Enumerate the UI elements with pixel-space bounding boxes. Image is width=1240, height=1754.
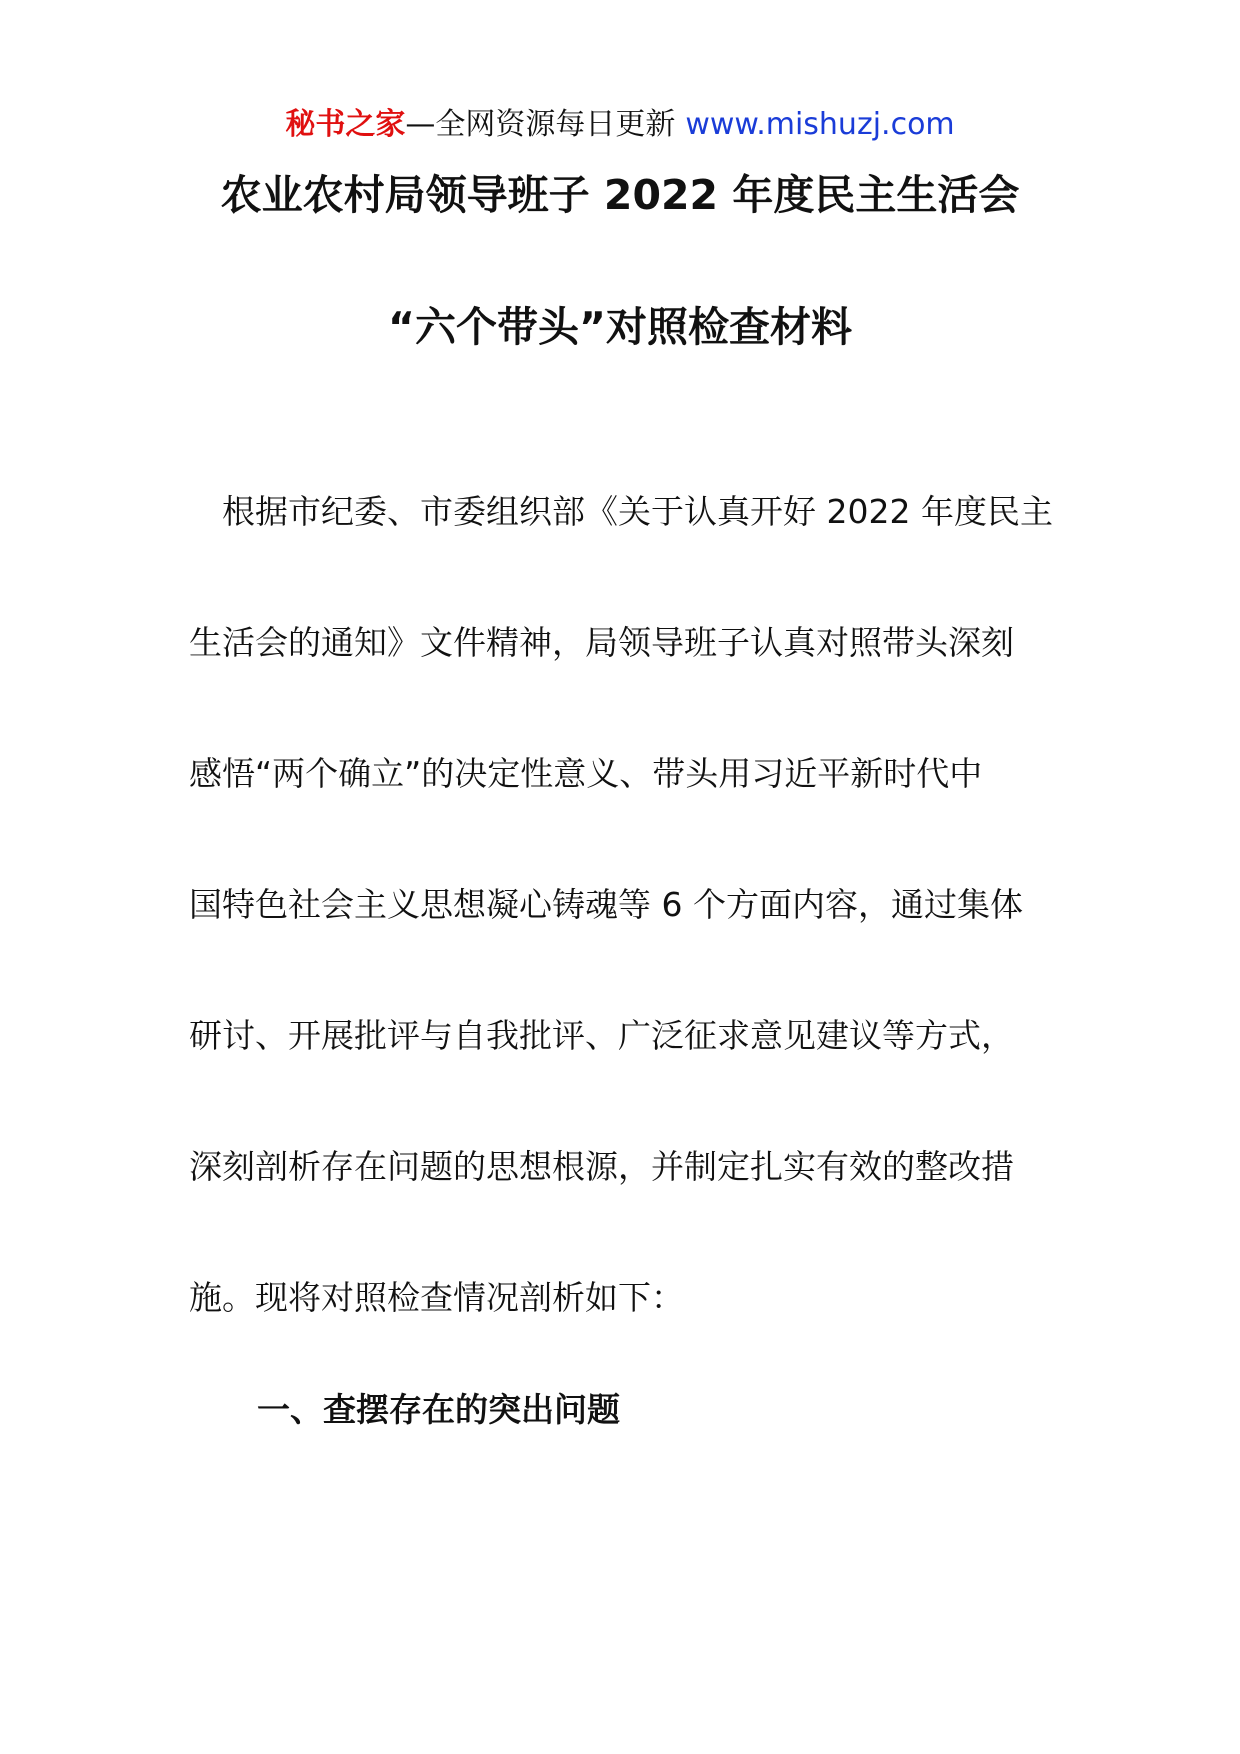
site-header (0, 103, 1240, 147)
document-title-line-2: “六个带头”对照检查材料 (388, 303, 852, 351)
paragraph-line-1: 根据市纪委、市委组织部《关于认真开好 2022 年度民主 (222, 492, 1053, 531)
site-tagline: —全网资源每日更新 (405, 107, 676, 142)
paragraph-line-3: 感悟“两个确立”的决定性意义、带头用习近平新时代中 (189, 754, 983, 793)
paragraph-line-2: 生活会的通知》文件精神，局领导班子认真对照带头深刻 (189, 623, 1014, 662)
paragraph-line-5: 研讨、开展批评与自我批评、广泛征求意见建议等方式， (189, 1016, 1014, 1055)
brand-name: 秘书之家 (285, 107, 406, 142)
section-heading: 一、查摆存在的突出问题 (257, 1390, 620, 1429)
document-title-line-1: 农业农村局领导班子 2022 年度民主生活会 (220, 171, 1020, 219)
paragraph-line-7: 施。现将对照检查情况剖析如下： (189, 1278, 684, 1317)
paragraph-line-4: 国特色社会主义思想凝心铸魂等 6 个方面内容，通过集体 (189, 885, 1023, 924)
site-url-link[interactable]: www.mishuzj.com (685, 107, 955, 142)
paragraph-line-6: 深刻剖析存在问题的思想根源，并制定扎实有效的整改措 (189, 1147, 1014, 1186)
